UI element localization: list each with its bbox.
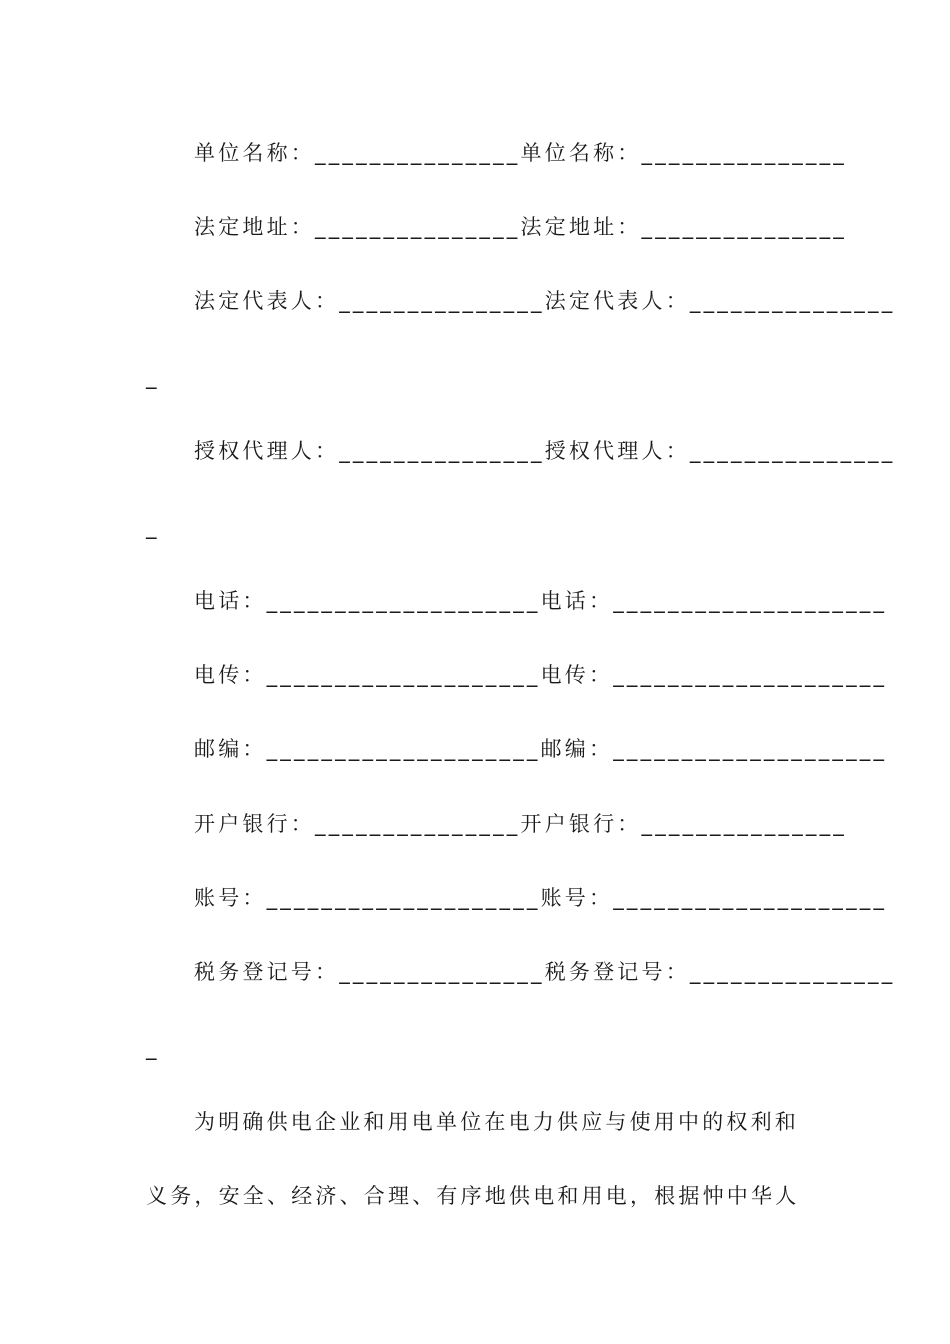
authorized-agent-continuation: _	[146, 515, 160, 539]
legal-representative-line: 法定代表人：_______________法定代表人：_______________	[194, 289, 896, 313]
legal-address-line: 法定地址：_______________法定地址：_______________	[194, 215, 847, 239]
bank-line: 开户银行：_______________开户银行：_______________	[194, 812, 847, 836]
paragraph-line-2: 义务，安全、经济、合理、有序地供电和用电，根据忡中华人	[146, 1184, 800, 1208]
unit-name-line: 单位名称：_______________单位名称：_______________	[194, 141, 847, 165]
authorized-agent-line: 授权代理人：_______________授权代理人：_______________	[194, 439, 896, 463]
legal-representative-continuation: _	[146, 365, 160, 389]
account-number-line: 账号：____________________账号：____________________	[194, 886, 888, 910]
tax-registration-continuation: _	[146, 1036, 160, 1060]
telephone-line: 电话：____________________电话：____________________	[194, 589, 888, 613]
postcode-line: 邮编：____________________邮编：____________________	[194, 737, 888, 761]
tax-registration-line: 税务登记号：_______________税务登记号：_______________	[194, 960, 896, 984]
paragraph-line-1: 为明确供电企业和用电单位在电力供应与使用中的权利和	[194, 1110, 799, 1134]
telex-line: 电传：____________________电传：____________________	[194, 663, 888, 687]
